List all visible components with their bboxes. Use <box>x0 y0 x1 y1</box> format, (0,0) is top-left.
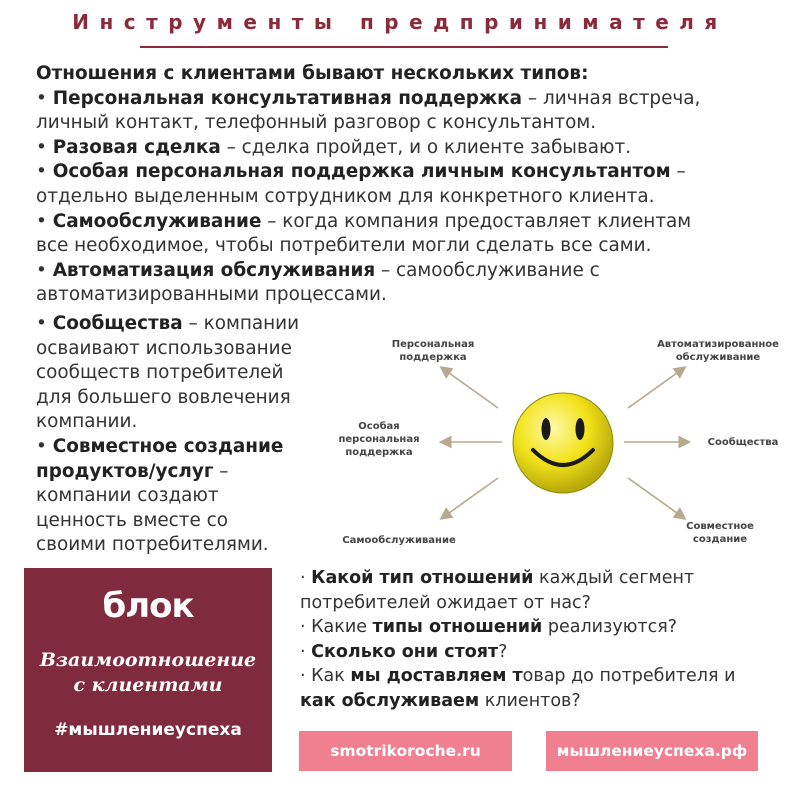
arrow-self <box>442 478 498 518</box>
question-1-line1: · Какой тип отношений каждый сегмент <box>300 568 695 588</box>
cocreation-line5: своими потребителями. <box>36 534 269 556</box>
type-personal-line2: личный контакт, телефонный разговор с консультантом. <box>36 112 597 134</box>
type-self-line2: все необходимое, чтобы потребители могли сделать все сами. <box>36 235 652 257</box>
type-self-line1: • Самообслуживание – когда компания предоставляет клиентам <box>36 210 692 232</box>
label-personal: Персональная поддержка <box>391 339 475 363</box>
question-3: · Сколько они стоят? <box>300 641 508 662</box>
header-divider <box>140 46 668 48</box>
cocreation-line4: ценность вместе со <box>36 509 229 531</box>
block-title: блок <box>102 586 194 626</box>
block-hashtag: #мышлениеуспеха <box>54 720 242 740</box>
communities-line1: • Сообщества – компании <box>36 313 300 334</box>
question-4-line2: как обслуживаем клиентов? <box>300 690 581 711</box>
arrow-personal <box>442 368 498 408</box>
communities-line4: для большего вовлечения <box>36 386 291 408</box>
type-single-deal: • Разовая сделка – сделка пройдет, и о клиенте забывают. <box>36 136 632 158</box>
cocreation-line1: • Совместное создание <box>36 435 284 457</box>
block-card <box>24 568 272 772</box>
type-automation-line2: автоматизированными процессами. <box>36 284 387 306</box>
site-link-myshlenieuspeha[interactable]: мышлениеуспеха.рф <box>546 731 758 771</box>
left-column-text <box>36 312 336 558</box>
question-1-line2: потребителей ожидает от нас? <box>300 592 591 613</box>
cocreation-line3: компании создают <box>36 485 219 507</box>
communities-line2: осваивают использование <box>36 337 292 359</box>
label-communities: Сообщества <box>707 437 779 448</box>
relationship-types-text <box>36 62 776 308</box>
type-automation-line1: • Автоматизация обслуживания – самообслуживание с <box>36 259 600 281</box>
communities-line3: сообществ потребителей <box>36 362 284 384</box>
label-special: Особая персональная поддержка <box>338 421 420 458</box>
relationship-diagram <box>330 330 790 560</box>
block-subtitle: Взаимоотношение с клиентами <box>39 649 257 696</box>
label-automated: Автоматизированное обслуживание <box>657 339 779 363</box>
question-2: · Какие типы отношений реализуются? <box>300 617 678 638</box>
questions-list <box>300 566 780 714</box>
type-personal-line1: • Персональная консультативная поддержка – личная встреча, <box>36 87 701 109</box>
question-4-line1: · Как мы доставляем товар до потребителя и <box>300 666 736 687</box>
type-special-line1: • Особая персональная поддержка личным консультантом – <box>36 161 686 183</box>
label-cocreation: Совместное создание <box>686 521 754 545</box>
intro-heading: Отношения с клиентами бывают нескольких типов: <box>36 63 589 84</box>
label-self: Самообслуживание <box>342 535 456 546</box>
communities-line5: компании. <box>36 411 138 433</box>
arrow-cocreation <box>628 478 684 518</box>
smiley-face-icon <box>513 393 613 493</box>
page-header: Инструменты предпринимателя <box>72 10 728 34</box>
cocreation-line2: продуктов/услуг – <box>36 460 229 482</box>
site-link-smotrikoroche[interactable]: smotrikoroche.ru <box>299 731 512 771</box>
type-special-line2: отдельно выделенным сотрудником для конкретного клиента. <box>36 185 655 207</box>
arrow-automated <box>628 368 684 408</box>
